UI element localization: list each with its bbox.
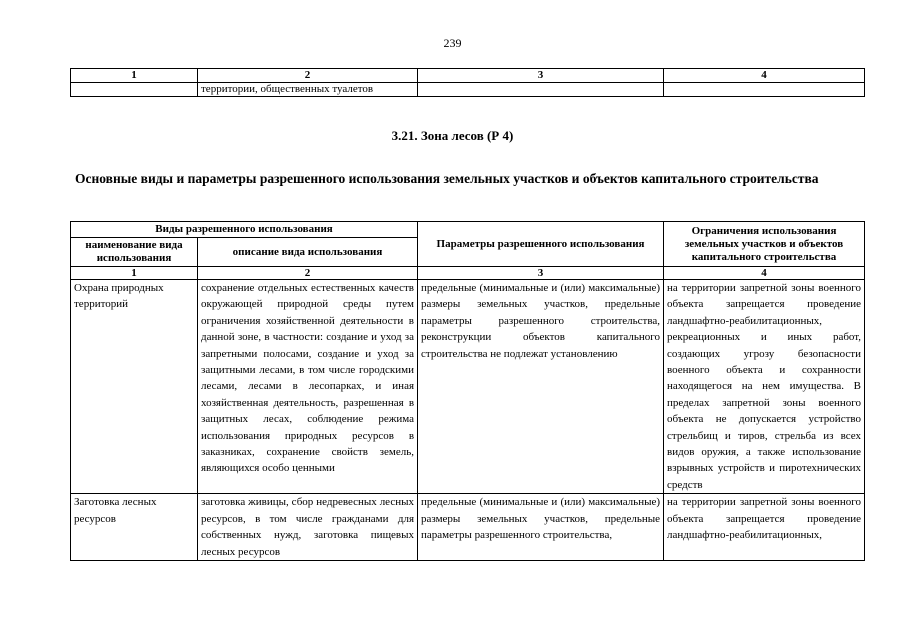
column-number-row <box>71 267 865 280</box>
header-row <box>71 222 865 238</box>
column-number: 1 <box>71 267 198 280</box>
column-number: 4 <box>664 69 865 83</box>
column-number: 2 <box>198 267 418 280</box>
section-heading: Основные виды и параметры разрешенного использования земельных участков и объектов капитального строительства <box>75 171 819 186</box>
use-description-cell: заготовка живицы, сбор недревесных лесных ресурсов, в том числе гражданами для собственных нужд, заготовка пищевых лесных ресурсов <box>198 494 418 561</box>
column-number-row <box>71 69 865 83</box>
column-number: 4 <box>664 267 865 280</box>
table-row <box>71 280 865 494</box>
column-number: 2 <box>198 69 418 83</box>
parameters-cell: предельные (минимальные и (или) максимальные) размеры земельных участков, предельные параметры разрешенного строительства, реконструкции объектов капитального строительства не подлежат установлению <box>418 280 664 494</box>
parameters-cell: предельные (минимальные и (или) максимальные) размеры земельных участков, предельные параметры разрешенного строительства, <box>418 494 664 561</box>
permitted-uses-table <box>70 221 865 561</box>
column-number: 3 <box>418 267 664 280</box>
table-cell <box>418 83 664 97</box>
zone-title: 3.21. Зона лесов (Р 4) <box>391 128 514 143</box>
table-row <box>71 83 865 97</box>
use-description-cell: сохранение отдельных естественных качеств окружающей природной среды путем ограничения хозяйственной деятельности в данной зоне, в частности: создание и уход за запретными полосами, создание и уход за защитными лесами, в том числе городскими лесами, лесами в лесопарках, и иная хозяйственная деятельность, разрешенная в защитных лесах, соблюдение режима использования природных ресурсов в заказниках, сохранение свойств земель, являющихся особо ценными <box>198 280 418 494</box>
header-restrictions: Ограничения использования земельных участков и объектов капитального строительства <box>664 222 865 267</box>
table-cell <box>664 83 865 97</box>
restrictions-cell: на территории запретной зоны военного объекта запрещается проведение ландшафтно-реабилитационных, <box>664 494 865 561</box>
header-parameters: Параметры разрешенного использования <box>418 222 664 267</box>
restrictions-cell: на территории запретной зоны военного объекта запрещается проведение ландшафтно-реабилитационных, рекреационных и иных работ, создающих угрозу безопасности военного объекта и сохранности находящегося на нем имущества. В пределах запретной зоны военного объекта не допускается устройство стрельбищ и тиров, стрельба из всех видов оружия, а также использование взрывных устройств и пиротехнических средств <box>664 280 865 494</box>
page-number: 239 <box>443 36 462 50</box>
header-use-description: описание вида использования <box>198 238 418 267</box>
continuation-table <box>70 68 865 97</box>
column-number: 1 <box>71 69 198 83</box>
header-uses-group: Виды разрешенного использования <box>71 222 418 238</box>
use-name-cell: Охрана природных территорий <box>71 280 198 494</box>
column-number: 3 <box>418 69 664 83</box>
table-cell: территории, общественных туалетов <box>198 83 418 97</box>
use-name-cell: Заготовка лесных ресурсов <box>71 494 198 561</box>
header-use-name: наименование вида использования <box>71 238 198 267</box>
table-cell <box>71 83 198 97</box>
table-row <box>71 494 865 561</box>
